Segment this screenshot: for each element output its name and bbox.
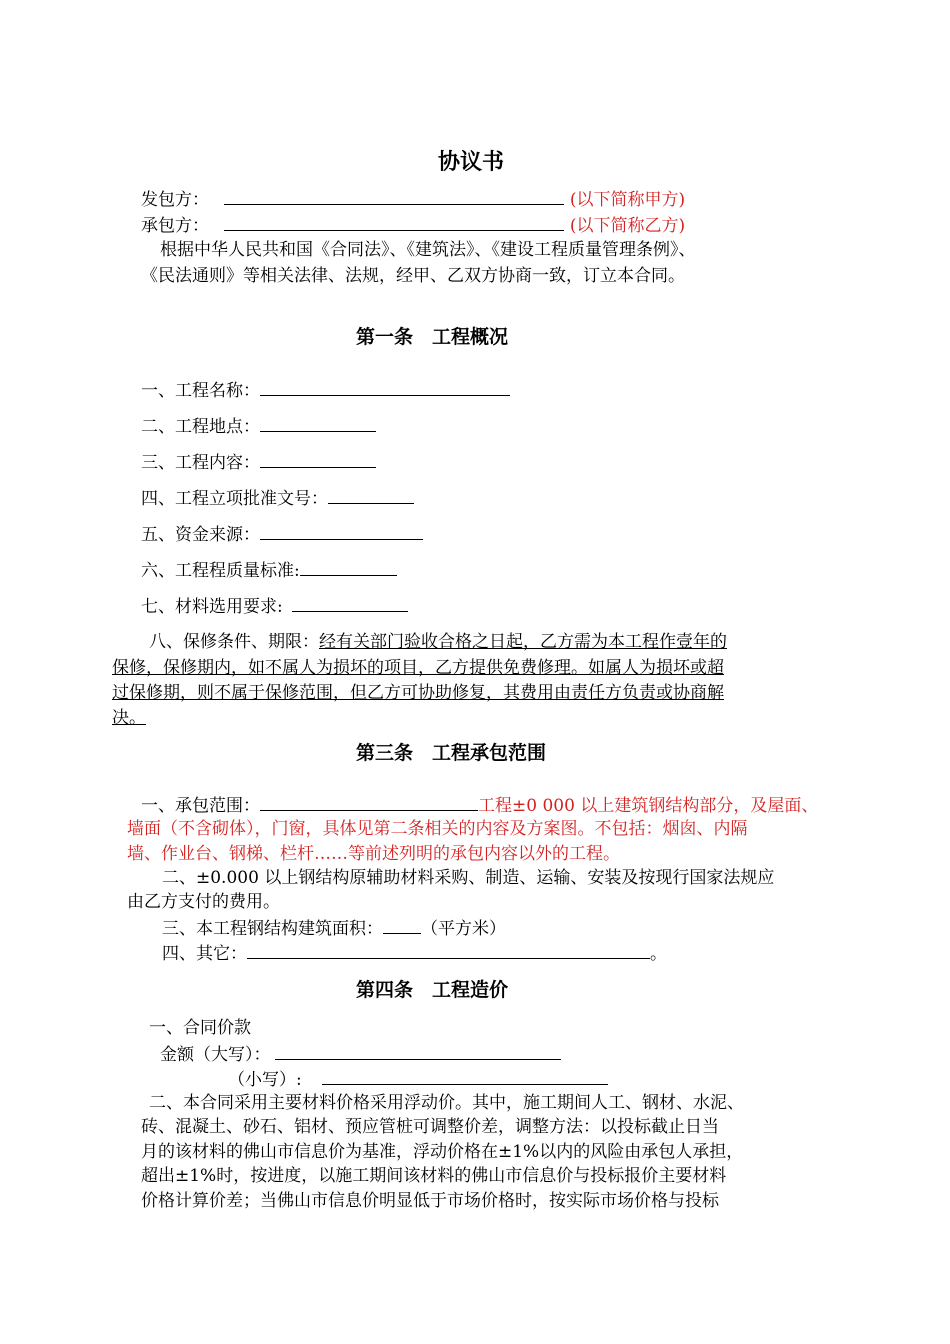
article-4-title: 第四条 工程造价 bbox=[356, 979, 509, 1001]
other-end: 。 bbox=[650, 944, 667, 964]
scope-line-1 bbox=[141, 792, 818, 818]
material-requirement-blank[interactable] bbox=[292, 593, 408, 612]
approval-number-label: 四、工程立项批准文号： bbox=[141, 489, 328, 509]
material-requirement-item bbox=[141, 593, 408, 619]
other-line bbox=[162, 940, 667, 966]
scope-blank[interactable] bbox=[260, 792, 478, 811]
party-b-blank[interactable] bbox=[224, 212, 564, 231]
warranty-line-4: 决。 bbox=[112, 708, 146, 728]
amount-words-blank[interactable] bbox=[275, 1041, 561, 1060]
project-name-item bbox=[141, 377, 510, 403]
party-a-note: (以下简称甲方) bbox=[569, 190, 686, 210]
other-blank[interactable] bbox=[247, 940, 650, 959]
approval-number-item bbox=[141, 485, 414, 511]
scope-2-line-2: 由乙方支付的费用。 bbox=[127, 892, 280, 912]
article-1-title: 第一条 工程概况 bbox=[356, 326, 509, 348]
quality-standard-blank[interactable] bbox=[300, 557, 397, 576]
warranty-line-1 bbox=[149, 630, 727, 654]
building-area-line bbox=[162, 915, 506, 941]
party-a-line bbox=[141, 186, 685, 212]
building-area-label: 三、本工程钢结构建筑面积： bbox=[162, 919, 383, 939]
price-clause-line-3: 月的该材料的佛山市信息价为基准，浮动价格在±1%以内的风险由承包人承担， bbox=[141, 1142, 744, 1162]
article-3-title: 第三条 工程承包范围 bbox=[356, 742, 547, 764]
party-a-blank[interactable] bbox=[224, 186, 564, 205]
scope-text-1: 工程±0 000 以上建筑钢结构部分，及屋面、 bbox=[478, 796, 819, 816]
amount-figures-line bbox=[228, 1066, 608, 1092]
project-location-label: 二、工程地点： bbox=[141, 417, 260, 437]
amount-figures-label: （小写）: bbox=[228, 1070, 302, 1090]
amount-words-line bbox=[160, 1041, 561, 1067]
scope-label: 一、承包范围： bbox=[141, 796, 260, 816]
price-clause-line-5: 价格计算价差；当佛山市信息价明显低于市场价格时，按实际市场价格与投标 bbox=[141, 1191, 719, 1211]
party-b-note: (以下简称乙方) bbox=[569, 216, 686, 236]
scope-2-line-1: 二、±0.000 以上钢结构原辅助材料采购、制造、运输、安装及按现行国家法规应 bbox=[162, 868, 775, 888]
project-content-item bbox=[141, 449, 376, 475]
project-name-blank[interactable] bbox=[260, 377, 510, 396]
funding-source-label: 五、资金来源： bbox=[141, 525, 260, 545]
document-title: 协议书 bbox=[438, 149, 505, 175]
scope-line-2: 墙面（不含砌体），门窗，具体见第二条相关的内容及方案图。不包括：烟囱、内隔 bbox=[127, 819, 748, 839]
building-area-blank[interactable] bbox=[383, 915, 421, 934]
project-location-item bbox=[141, 413, 376, 439]
funding-source-blank[interactable] bbox=[260, 521, 423, 540]
project-content-label: 三、工程内容： bbox=[141, 453, 260, 473]
approval-number-blank[interactable] bbox=[328, 485, 414, 504]
building-area-unit: （平方米） bbox=[421, 919, 506, 939]
material-requirement-label: 七、材料选用要求: bbox=[141, 597, 289, 617]
warranty-line-2: 保修，保修期内，如不属人为损坏的项目，乙方提供免费修理。如属人为损坏或超 bbox=[112, 658, 724, 678]
price-clause-line-2: 砖、混凝土、砂石、铝材、预应管桩可调整价差，调整方法：以投标截止日当 bbox=[141, 1117, 719, 1137]
preamble-line-1: 根据中华人民共和国《合同法》、《建筑法》、《建设工程质量管理条例》、 bbox=[160, 240, 696, 260]
party-b-label: 承包方： bbox=[141, 216, 209, 236]
party-a-label: 发包方： bbox=[141, 190, 209, 210]
project-name-label: 一、工程名称： bbox=[141, 381, 260, 401]
amount-words-label: 金额（大写）： bbox=[160, 1045, 271, 1065]
funding-source-item bbox=[141, 521, 423, 547]
project-location-blank[interactable] bbox=[260, 413, 376, 432]
contract-price-heading: 一、合同价款 bbox=[149, 1018, 251, 1038]
scope-line-3: 墙、作业台、钢梯、栏杆……等前述列明的承包内容以外的工程。 bbox=[127, 844, 620, 864]
party-b-line bbox=[141, 212, 685, 238]
preamble-line-2: 《民法通则》等相关法律、法规，经甲、乙双方协商一致，订立本合同。 bbox=[141, 266, 685, 286]
price-clause-line-4: 超出±1%时，按进度，以施工期间该材料的佛山市信息价与投标报价主要材料 bbox=[141, 1166, 727, 1186]
warranty-label: 八、保修条件、期限： bbox=[149, 632, 319, 652]
warranty-line-3: 过保修期，则不属于保修范围，但乙方可协助修复，其费用由责任方负责或协商解 bbox=[112, 683, 724, 703]
quality-standard-item bbox=[141, 557, 397, 583]
warranty-text-1: 经有关部门验收合格之日起，乙方需为本工程作壹年的 bbox=[319, 632, 727, 652]
quality-standard-label: 六、工程程质量标准: bbox=[141, 561, 300, 581]
other-label: 四、其它： bbox=[162, 944, 247, 964]
project-content-blank[interactable] bbox=[260, 449, 376, 468]
amount-figures-blank[interactable] bbox=[322, 1066, 608, 1085]
price-clause-line-1: 二、本合同采用主要材料价格采用浮动价。其中，施工期间人工、钢材、水泥、 bbox=[149, 1093, 744, 1113]
